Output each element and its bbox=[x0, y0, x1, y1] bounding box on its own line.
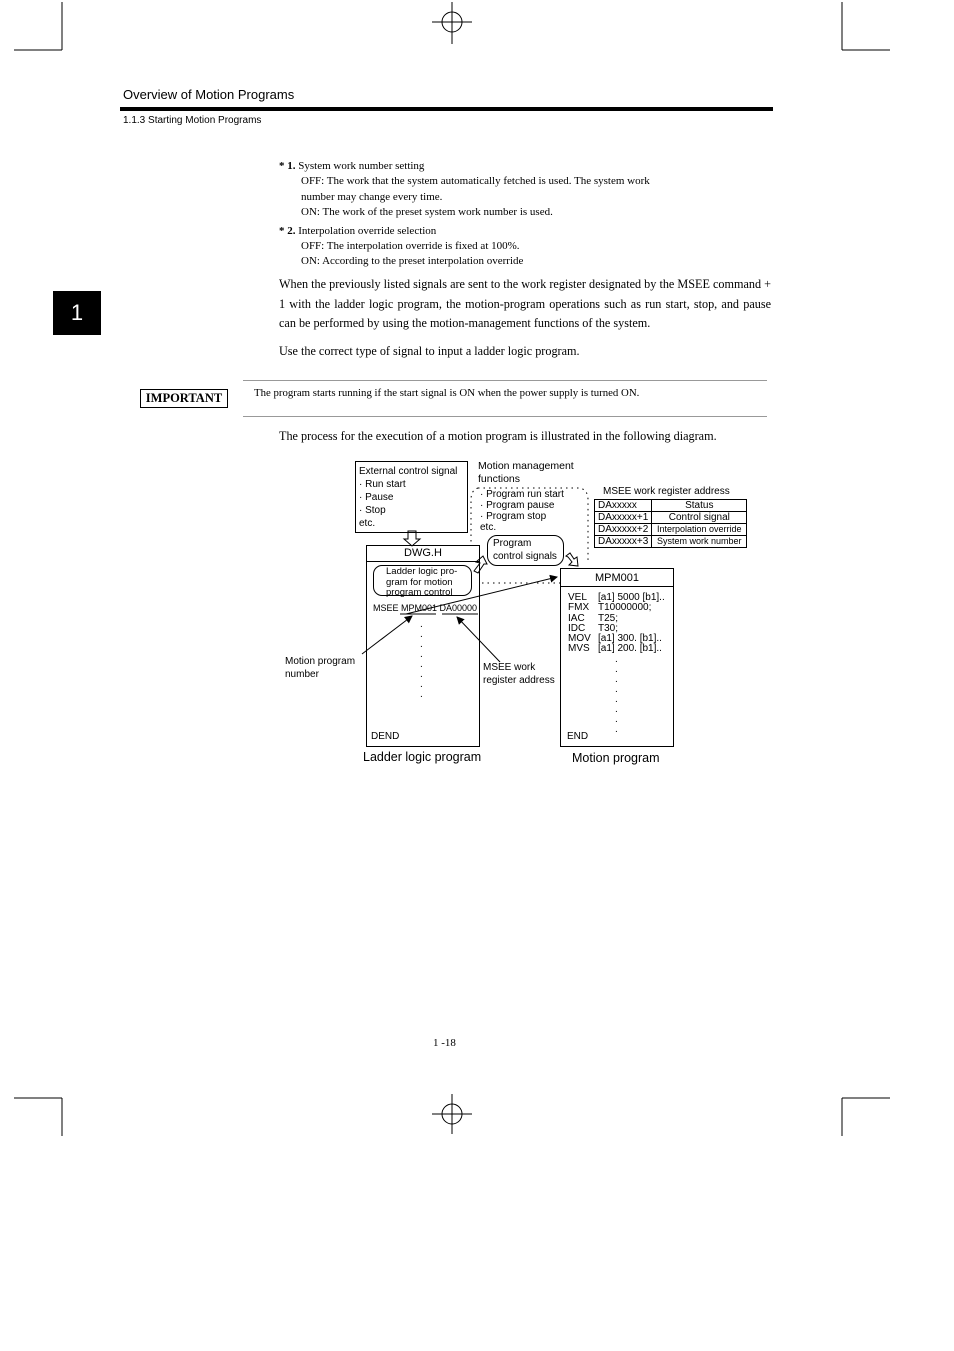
important-text: The program starts running if the start signal is ON when the power supply is turned ON. bbox=[254, 387, 640, 399]
program-control-signals-l2: control signals bbox=[493, 551, 557, 562]
note-2-line-1: OFF: The interpolation override is fixed at 100%. bbox=[301, 240, 520, 252]
motion-mgmt-item: · Program run start bbox=[480, 489, 564, 500]
register-meaning: Status bbox=[652, 500, 747, 512]
msee-instruction: MSEE MPM001 DA00000 bbox=[373, 603, 478, 613]
register-address: DAxxxxx+1 bbox=[595, 512, 652, 524]
motion-mgmt-title-1: Motion management bbox=[478, 460, 574, 472]
motion-code-args: T25; bbox=[598, 612, 619, 624]
callout-motion-program-number-2: number bbox=[285, 669, 319, 680]
external-signal-item: etc. bbox=[359, 518, 376, 529]
note-1-line-2: number may change every time. bbox=[301, 191, 443, 203]
motion-code-args: T30; bbox=[598, 622, 619, 634]
motion-program-code bbox=[568, 593, 665, 655]
motion-code-args: [a1] 200. [b1].. bbox=[598, 643, 662, 655]
program-control-signals-bubble bbox=[487, 535, 564, 566]
register-table bbox=[594, 499, 747, 548]
table-row bbox=[595, 524, 747, 536]
note-1-line-3: ON: The work of the preset system work number is used. bbox=[301, 206, 553, 218]
running-header-title: Overview of Motion Programs bbox=[123, 87, 295, 102]
motion-code-args: T10000000; bbox=[598, 602, 652, 614]
motion-code-op: IDC bbox=[568, 622, 586, 634]
register-address: DAxxxxx+2 bbox=[595, 524, 652, 536]
external-control-signal-box bbox=[355, 461, 468, 533]
ladder-end: DEND bbox=[371, 731, 400, 742]
register-meaning: Interpolation override bbox=[652, 524, 747, 536]
important-label: IMPORTANT bbox=[140, 389, 228, 408]
motion-program-box bbox=[560, 568, 674, 747]
external-signal-item: · Run start bbox=[359, 479, 406, 490]
table-row bbox=[595, 536, 747, 548]
ladder-comment-line: gram for motion bbox=[386, 576, 453, 588]
ladder-program-box bbox=[366, 545, 480, 747]
motion-mgmt-item: · Program pause bbox=[480, 500, 555, 511]
motion-continuation-dots: . . . . . . . . bbox=[615, 654, 618, 735]
page-number: 1 -18 bbox=[433, 1037, 456, 1049]
motion-program-end: END bbox=[567, 731, 589, 742]
motion-program-header: MPM001 bbox=[561, 569, 673, 587]
motion-code-op: FMX bbox=[568, 602, 590, 614]
ladder-comment-line: program control bbox=[386, 587, 453, 598]
motion-code-op: MOV bbox=[568, 633, 591, 645]
program-control-signals-l1: Program bbox=[493, 538, 532, 549]
register-table-caption: MSEE work register address bbox=[603, 486, 730, 497]
running-header-section: 1.1.3 Starting Motion Programs bbox=[123, 115, 262, 126]
register-meaning: Control signal bbox=[652, 512, 747, 524]
motion-mgmt-item: etc. bbox=[480, 522, 497, 533]
motion-code-op: VEL bbox=[568, 592, 587, 603]
external-signal-item: · Stop bbox=[359, 505, 386, 516]
ladder-comment-bubble bbox=[373, 565, 472, 596]
callout-msee-work-register-1: MSEE work bbox=[483, 662, 536, 673]
ladder-program-caption: Ladder logic program bbox=[363, 750, 482, 764]
motion-code-args: [a1] 300. [b1].. bbox=[598, 633, 662, 645]
motion-program-caption: Motion program bbox=[572, 751, 660, 765]
note-1-line-1: OFF: The work that the system automatically fetched is used. The system work bbox=[301, 175, 650, 187]
note-2-title: Interpolation override selection bbox=[298, 225, 437, 237]
body-paragraph-2: Use the correct type of signal to input a ladder logic program. bbox=[279, 344, 580, 358]
external-signal-item: · Pause bbox=[359, 492, 394, 503]
motion-code-args: [a1] 5000 [b1].. bbox=[598, 592, 665, 603]
body-paragraph-3: The process for the execution of a motion program is illustrated in the following diagram. bbox=[279, 429, 717, 443]
motion-code-op: IAC bbox=[568, 612, 585, 624]
note-1-mark: * 1. bbox=[279, 160, 296, 172]
table-row bbox=[595, 512, 747, 524]
callout-msee-work-register-2: register address bbox=[483, 675, 555, 686]
ladder-comment-line: Ladder logic pro- bbox=[386, 566, 458, 577]
register-meaning: System work number bbox=[652, 536, 747, 548]
motion-mgmt-item: · Program stop bbox=[480, 511, 547, 522]
ladder-program-header: DWG.H bbox=[367, 546, 479, 562]
ladder-continuation-dots: . . . . . . . . bbox=[420, 619, 423, 700]
table-row bbox=[595, 500, 747, 512]
motion-mgmt-title-2: functions bbox=[478, 473, 521, 485]
note-1-title: System work number setting bbox=[298, 160, 425, 172]
motion-code-op: MVS bbox=[568, 643, 590, 655]
note-2-line-2: ON: According to the preset interpolation override bbox=[301, 255, 524, 267]
external-signal-title: External control signal bbox=[359, 466, 458, 477]
register-address: DAxxxxx bbox=[595, 500, 652, 512]
register-address: DAxxxxx+3 bbox=[595, 536, 652, 548]
body-paragraph-1: When the previously listed signals are sent to the work register designated by the MSEE command + 1 with the ladder logic program, the motion-program operations such as run start, stop, and pause can be performed by using the motion-management functions of the system. bbox=[279, 277, 771, 331]
note-2-mark: * 2. bbox=[279, 225, 296, 237]
callout-motion-program-number-1: Motion program bbox=[285, 656, 356, 667]
chapter-tab: 1 bbox=[53, 291, 101, 335]
